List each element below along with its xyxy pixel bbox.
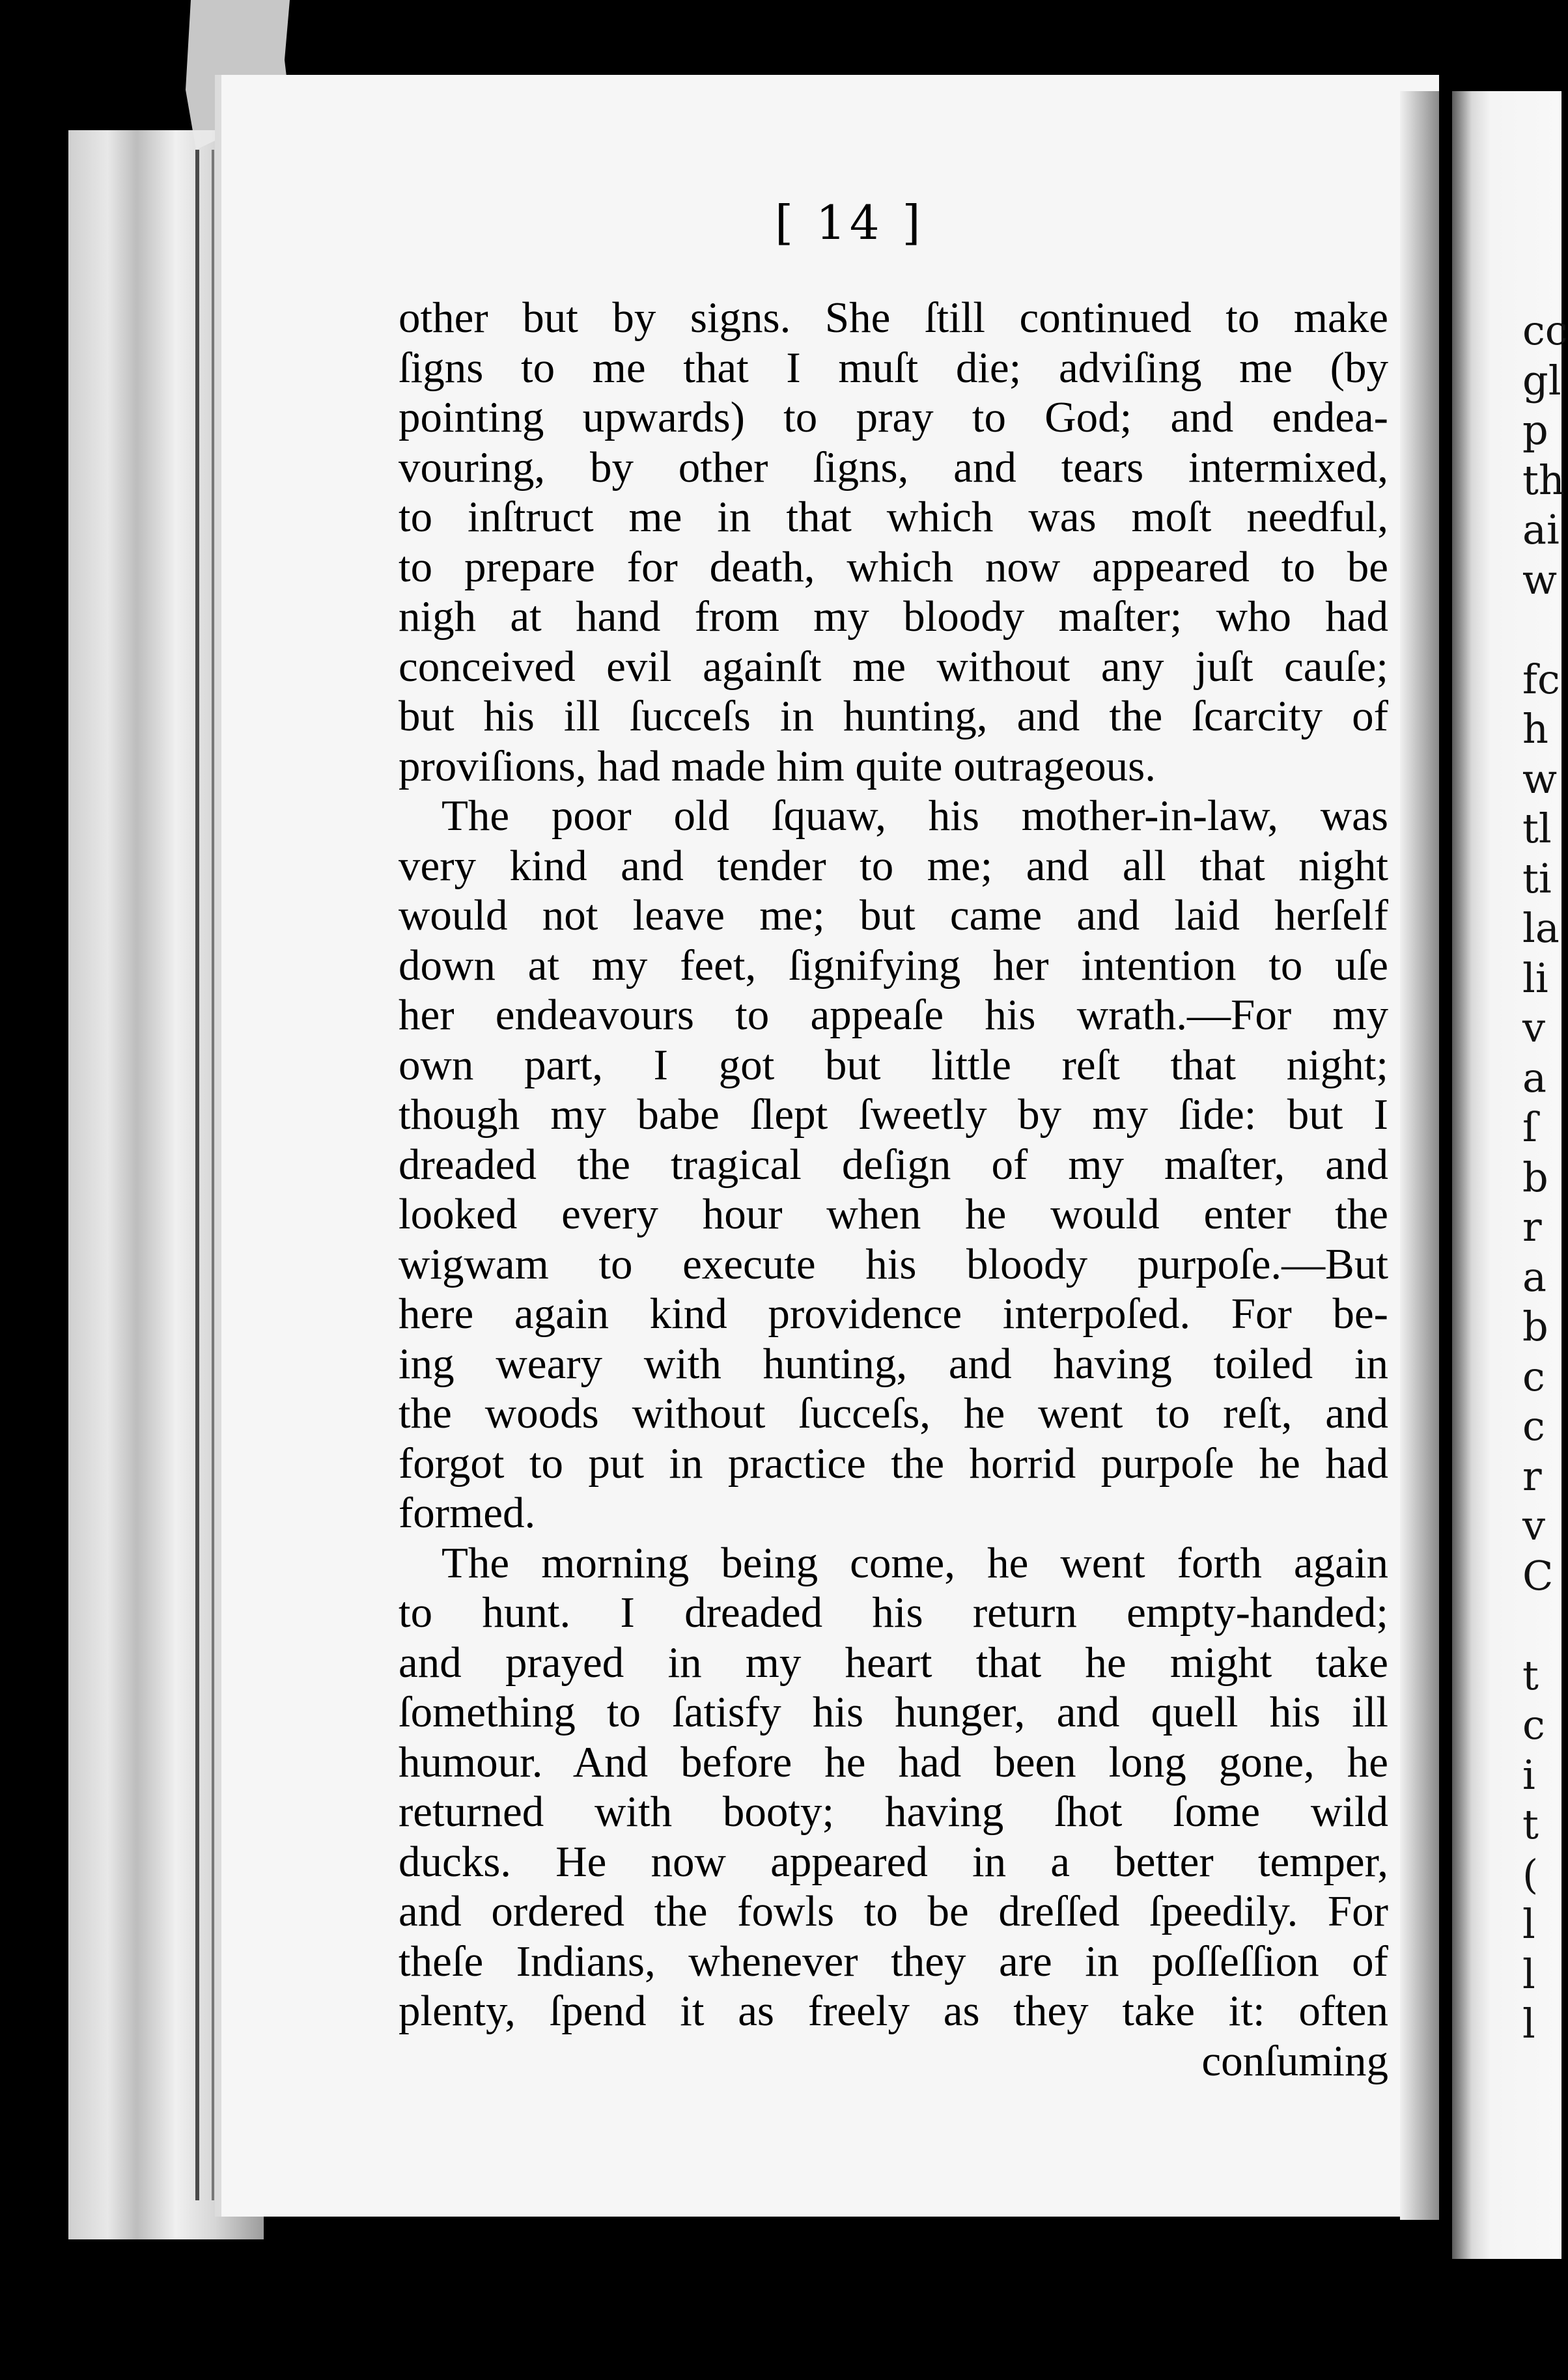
text-line: and prayed in my heart that he might take bbox=[399, 1638, 1388, 1687]
text-line: ſigns to me that I muſt die; adviſing me (by bbox=[399, 343, 1388, 392]
text-line: The morning being come, he went forth again bbox=[441, 1538, 1388, 1587]
text-line: the woods without ſucceſs, he went to reſt, and bbox=[399, 1389, 1388, 1437]
text-line: to hunt. I dreaded his return empty-handed; bbox=[399, 1588, 1388, 1637]
text-line: down at my feet, ſignifying her intention to uſe bbox=[399, 941, 1388, 989]
text-line: conceived evil againſt me without any juſt cauſe; bbox=[399, 642, 1388, 691]
page-stack-line bbox=[212, 150, 214, 2200]
text-line: theſe Indians, whenever they are in poſſeſſion of bbox=[399, 1937, 1388, 1986]
text-line: formed. bbox=[399, 1489, 536, 1537]
text-line: though my babe ſlept ſweetly by my ſide: but I bbox=[399, 1090, 1388, 1139]
text-line: here again kind providence interpoſed. For be- bbox=[399, 1290, 1388, 1338]
text-line: would not leave me; but came and laid herſelf bbox=[399, 891, 1388, 939]
page-stack-line bbox=[195, 150, 199, 2200]
text-line: conſuming bbox=[1201, 2036, 1388, 2085]
text-line: but his ill ſucceſs in hunting, and the ſcarcity of bbox=[399, 692, 1388, 740]
text-line: other but by signs. She ſtill continued to make bbox=[399, 294, 1388, 342]
text-line: ing weary with hunting, and having toiled in bbox=[399, 1339, 1388, 1388]
text-line: dreaded the tragical deſign of my maſter, and bbox=[399, 1140, 1388, 1189]
text-line: looked every hour when he would enter the bbox=[399, 1190, 1388, 1238]
text-line: to prepare for death, which now appeared to be bbox=[399, 542, 1388, 591]
text-line: The poor old ſquaw, his mother-in-law, was bbox=[441, 792, 1388, 840]
page-number: [ 14 ] bbox=[775, 195, 925, 250]
text-line: very kind and tender to me; and all that night bbox=[399, 841, 1388, 890]
text-line: proviſions, had made him quite outrageous. bbox=[399, 741, 1156, 790]
text-line: forgot to put in practice the horrid purpoſe he had bbox=[399, 1439, 1388, 1488]
text-line: and ordered the fowls to be dreſſed ſpeedily. For bbox=[399, 1887, 1388, 1935]
text-line: ducks. He now appeared in a better temper, bbox=[399, 1837, 1388, 1886]
text-line: own part, I got but little reſt that night; bbox=[399, 1040, 1388, 1089]
text-line: to inſtruct me in that which was moſt needful, bbox=[399, 493, 1388, 541]
text-line: humour. And before he had been long gone, he bbox=[399, 1737, 1388, 1786]
text-line: wigwam to execute his bloody purpoſe.—But bbox=[399, 1239, 1388, 1288]
body-text bbox=[399, 293, 1388, 2086]
text-line: plenty, ſpend it as freely as they take it: often bbox=[399, 1987, 1388, 2035]
text-line: her endeavours to appeaſe his wrath.—For my bbox=[399, 991, 1388, 1039]
text-line: vouring, by other ſigns, and tears intermixed, bbox=[399, 443, 1388, 491]
page-gutter-shadow bbox=[1400, 91, 1439, 2220]
text-line: ſomething to ſatisfy his hunger, and quell his ill bbox=[399, 1688, 1388, 1736]
text-line: returned with booty; having ſhot ſome wild bbox=[399, 1788, 1388, 1836]
text-line: nigh at hand from my bloody maſter; who had bbox=[399, 592, 1388, 641]
text-line: pointing upwards) to pray to God; and endea- bbox=[399, 393, 1388, 441]
facing-page-text: cc gl p th ai w fc h w tl ti la li v a ſ b r a b c c r v C t c i t ( l l l bbox=[1522, 307, 1568, 2047]
